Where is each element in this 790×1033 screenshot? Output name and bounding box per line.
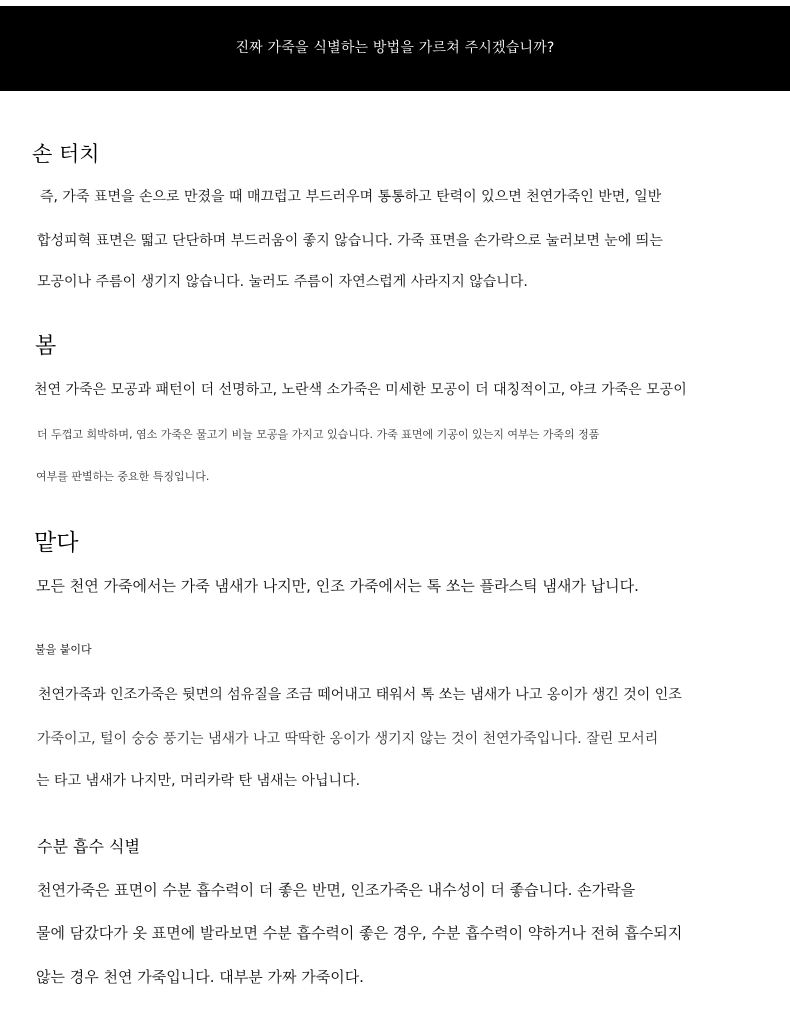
paragraph-line: 모공이나 주름이 생기지 않습니다. 눌러도 주름이 자연스럽게 사라지지 않습니다. <box>37 274 528 290</box>
paragraph-line: 않는 경우 천연 가죽입니다. 대부분 가짜 가죽이다. <box>36 968 364 986</box>
paragraph-line: 는 타고 냄새가 나지만, 머리카락 탄 냄새는 아닙니다. <box>36 773 361 789</box>
section-heading-water-absorption: 수분 흡수 식별 <box>37 837 140 856</box>
page-title: 진짜 가죽을 식별하는 방법을 가르쳐 주시겠습니까? <box>235 39 555 56</box>
paragraph-line: 즉, 가죽 표면을 손으로 만졌을 때 매끄럽고 부드러우며 통통하고 탄력이 있으면 천연가죽인 반면, 일반 <box>40 189 662 205</box>
section-heading-smell: 맡다 <box>34 530 79 556</box>
paragraph-line: 합성피혁 표면은 떫고 단단하며 부드러움이 좋지 않습니다. 가죽 표면을 손가락으로 눌러보면 눈에 띄는 <box>37 233 663 249</box>
paragraph-line: 가죽이고, 털이 숭숭 풍기는 냄새가 나고 딱딱한 옹이가 생기지 않는 것이 천연가죽입니다. 잘린 모서리 <box>37 731 659 747</box>
page-header <box>0 6 790 91</box>
paragraph-line: 천연 가죽은 모공과 패턴이 더 선명하고, 노란색 소가죽은 미세한 모공이 더 대칭적이고, 야크 가죽은 모공이 <box>34 382 687 398</box>
paragraph-line: 천연가죽과 인조가죽은 뒷면의 섬유질을 조금 떼어내고 태워서 톡 쏘는 냄새가 나고 옹이가 생긴 것이 인조 <box>38 687 682 703</box>
paragraph-line: 모든 천연 가죽에서는 가죽 냄새가 나지만, 인조 가죽에서는 톡 쏘는 플라스틱 냄새가 납니다. <box>36 577 639 595</box>
section-heading-hand-touch: 손 터치 <box>32 142 100 166</box>
section-heading-burn: 불을 붙이다 <box>35 643 92 656</box>
paragraph-line: 여부를 판별하는 중요한 특징입니다. <box>36 470 210 483</box>
section-heading-look: 봄 <box>35 334 57 359</box>
paragraph-line: 물에 담갔다가 옷 표면에 발라보면 수분 흡수력이 좋은 경우, 수분 흡수력이 약하거나 전혀 흡수되지 <box>36 924 683 942</box>
paragraph-line: 천연가죽은 표면이 수분 흡수력이 더 좋은 반면, 인조가죽은 내수성이 더 좋습니다. 손가락을 <box>37 881 636 899</box>
paragraph-line: 더 두껍고 희박하며, 염소 가죽은 물고기 비늘 모공을 가지고 있습니다. 가죽 표면에 기공이 있는지 여부는 가죽의 정품 <box>37 428 600 441</box>
